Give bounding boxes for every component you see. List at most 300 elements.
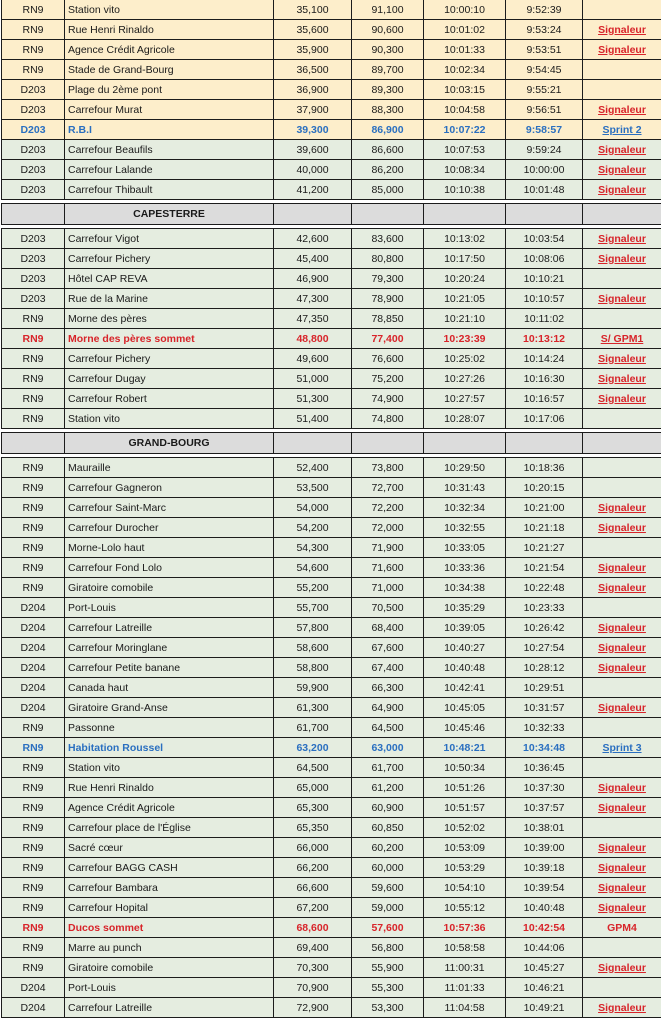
time-slow-cell: 9:55:21 — [506, 80, 583, 100]
km-done-cell: 48,800 — [274, 329, 352, 349]
road-cell: RN9 — [2, 958, 65, 978]
section-header-row — [2, 204, 661, 225]
place-cell: Giratoire Grand-Anse — [65, 698, 274, 718]
place-cell: Agence Crédit Agricole — [65, 40, 274, 60]
note-cell — [583, 409, 661, 429]
road-cell: D204 — [2, 618, 65, 638]
km-done-cell: 59,900 — [274, 678, 352, 698]
km-done-cell: 66,200 — [274, 858, 352, 878]
table-row — [2, 309, 661, 329]
section-title: CAPESTERRE — [65, 204, 274, 225]
time-slow-cell: 10:13:12 — [506, 329, 583, 349]
table-row — [2, 289, 661, 309]
note-cell: Signaleur — [583, 798, 661, 818]
road-cell: RN9 — [2, 389, 65, 409]
time-slow-cell: 10:39:54 — [506, 878, 583, 898]
section-empty-cell — [2, 204, 65, 225]
time-slow-cell: 10:23:33 — [506, 598, 583, 618]
road-cell: D203 — [2, 269, 65, 289]
time-slow-cell: 10:34:48 — [506, 738, 583, 758]
time-slow-cell: 10:10:57 — [506, 289, 583, 309]
time-slow-cell: 10:01:48 — [506, 180, 583, 200]
table-row — [2, 458, 661, 478]
place-cell: Carrefour Fond Lolo — [65, 558, 274, 578]
place-cell: R.B.I — [65, 120, 274, 140]
km-remaining-cell: 89,300 — [352, 80, 424, 100]
time-slow-cell: 10:40:48 — [506, 898, 583, 918]
road-cell: D203 — [2, 100, 65, 120]
road-cell: RN9 — [2, 778, 65, 798]
table-row — [2, 678, 661, 698]
km-remaining-cell: 80,800 — [352, 249, 424, 269]
time-slow-cell: 10:44:06 — [506, 938, 583, 958]
note-cell: Signaleur — [583, 658, 661, 678]
km-remaining-cell: 77,400 — [352, 329, 424, 349]
place-cell: Carrefour Dugay — [65, 369, 274, 389]
km-remaining-cell: 72,700 — [352, 478, 424, 498]
km-remaining-cell: 68,400 — [352, 618, 424, 638]
km-remaining-cell: 79,300 — [352, 269, 424, 289]
table-row — [2, 898, 661, 918]
km-remaining-cell: 71,000 — [352, 578, 424, 598]
km-done-cell: 68,600 — [274, 918, 352, 938]
road-cell: RN9 — [2, 498, 65, 518]
road-cell: RN9 — [2, 60, 65, 80]
section-empty-cell — [424, 433, 506, 454]
road-cell: RN9 — [2, 758, 65, 778]
section-empty-cell — [583, 433, 661, 454]
km-done-cell: 72,900 — [274, 998, 352, 1018]
km-done-cell: 70,300 — [274, 958, 352, 978]
table-row — [2, 389, 661, 409]
time-fast-cell: 10:27:57 — [424, 389, 506, 409]
place-cell: Carrefour Bambara — [65, 878, 274, 898]
road-cell: RN9 — [2, 458, 65, 478]
km-remaining-cell: 78,850 — [352, 309, 424, 329]
time-slow-cell: 10:00:00 — [506, 160, 583, 180]
road-cell: RN9 — [2, 858, 65, 878]
time-slow-cell: 10:49:21 — [506, 998, 583, 1018]
note-cell: Signaleur — [583, 638, 661, 658]
time-fast-cell: 10:45:05 — [424, 698, 506, 718]
road-cell: D203 — [2, 140, 65, 160]
km-remaining-cell: 90,600 — [352, 20, 424, 40]
table-row — [2, 120, 661, 140]
place-cell: Carrefour Pichery — [65, 249, 274, 269]
time-fast-cell: 10:17:50 — [424, 249, 506, 269]
time-fast-cell: 10:52:02 — [424, 818, 506, 838]
road-cell: RN9 — [2, 558, 65, 578]
note-cell — [583, 978, 661, 998]
time-fast-cell: 10:04:58 — [424, 100, 506, 120]
km-remaining-cell: 73,800 — [352, 458, 424, 478]
note-cell: Signaleur — [583, 698, 661, 718]
km-remaining-cell: 91,100 — [352, 0, 424, 20]
km-done-cell: 67,200 — [274, 898, 352, 918]
km-done-cell: 70,900 — [274, 978, 352, 998]
time-fast-cell: 10:33:36 — [424, 558, 506, 578]
km-done-cell: 51,400 — [274, 409, 352, 429]
road-cell: D203 — [2, 80, 65, 100]
place-cell: Carrefour BAGG CASH — [65, 858, 274, 878]
note-cell: Signaleur — [583, 618, 661, 638]
note-cell: Sprint 3 — [583, 738, 661, 758]
road-cell: D203 — [2, 160, 65, 180]
km-remaining-cell: 61,200 — [352, 778, 424, 798]
km-remaining-cell: 55,900 — [352, 958, 424, 978]
time-fast-cell: 10:27:26 — [424, 369, 506, 389]
note-cell: Signaleur — [583, 389, 661, 409]
note-cell: Signaleur — [583, 498, 661, 518]
table-row — [2, 160, 661, 180]
place-cell: Carrefour place de l'Église — [65, 818, 274, 838]
place-cell: Carrefour Hopital — [65, 898, 274, 918]
time-slow-cell: 9:52:39 — [506, 0, 583, 20]
road-cell: D203 — [2, 180, 65, 200]
time-fast-cell: 10:07:53 — [424, 140, 506, 160]
time-fast-cell: 10:21:05 — [424, 289, 506, 309]
time-fast-cell: 11:00:31 — [424, 958, 506, 978]
road-cell: D204 — [2, 598, 65, 618]
road-cell: D204 — [2, 678, 65, 698]
km-done-cell: 66,000 — [274, 838, 352, 858]
time-fast-cell: 10:03:15 — [424, 80, 506, 100]
place-cell: Station vito — [65, 758, 274, 778]
km-remaining-cell: 88,300 — [352, 100, 424, 120]
place-cell: Sacré cœur — [65, 838, 274, 858]
table-row — [2, 878, 661, 898]
road-cell: D204 — [2, 698, 65, 718]
km-done-cell: 55,700 — [274, 598, 352, 618]
note-cell — [583, 60, 661, 80]
time-fast-cell: 10:35:29 — [424, 598, 506, 618]
km-done-cell: 49,600 — [274, 349, 352, 369]
km-remaining-cell: 67,400 — [352, 658, 424, 678]
place-cell: Morne des pères — [65, 309, 274, 329]
time-fast-cell: 10:10:38 — [424, 180, 506, 200]
km-done-cell: 40,000 — [274, 160, 352, 180]
road-cell: RN9 — [2, 518, 65, 538]
km-done-cell: 55,200 — [274, 578, 352, 598]
km-remaining-cell: 60,200 — [352, 838, 424, 858]
time-slow-cell: 9:53:24 — [506, 20, 583, 40]
place-cell: Carrefour Latreille — [65, 998, 274, 1018]
time-slow-cell: 10:17:06 — [506, 409, 583, 429]
km-remaining-cell: 89,700 — [352, 60, 424, 80]
time-slow-cell: 10:26:42 — [506, 618, 583, 638]
time-slow-cell: 10:39:18 — [506, 858, 583, 878]
road-cell: D204 — [2, 998, 65, 1018]
section-empty-cell — [583, 204, 661, 225]
note-cell: Signaleur — [583, 778, 661, 798]
place-cell: Ducos sommet — [65, 918, 274, 938]
place-cell: Carrefour Pichery — [65, 349, 274, 369]
road-cell: RN9 — [2, 369, 65, 389]
place-cell: Canada haut — [65, 678, 274, 698]
note-cell: Signaleur — [583, 898, 661, 918]
place-cell: Passonne — [65, 718, 274, 738]
km-done-cell: 63,200 — [274, 738, 352, 758]
km-done-cell: 69,400 — [274, 938, 352, 958]
note-cell — [583, 80, 661, 100]
km-done-cell: 46,900 — [274, 269, 352, 289]
note-cell — [583, 678, 661, 698]
time-fast-cell: 10:25:02 — [424, 349, 506, 369]
km-done-cell: 47,350 — [274, 309, 352, 329]
note-cell: Sprint 2 — [583, 120, 661, 140]
km-done-cell: 64,500 — [274, 758, 352, 778]
km-done-cell: 54,300 — [274, 538, 352, 558]
km-done-cell: 35,100 — [274, 0, 352, 20]
note-cell — [583, 478, 661, 498]
road-cell: RN9 — [2, 898, 65, 918]
road-cell: D204 — [2, 638, 65, 658]
time-slow-cell: 10:16:57 — [506, 389, 583, 409]
km-done-cell: 51,000 — [274, 369, 352, 389]
time-fast-cell: 10:13:02 — [424, 229, 506, 249]
km-remaining-cell: 60,850 — [352, 818, 424, 838]
km-done-cell: 42,600 — [274, 229, 352, 249]
km-remaining-cell: 70,500 — [352, 598, 424, 618]
time-slow-cell: 9:54:45 — [506, 60, 583, 80]
place-cell: Rue Henri Rinaldo — [65, 20, 274, 40]
time-fast-cell: 10:48:21 — [424, 738, 506, 758]
note-cell — [583, 758, 661, 778]
note-cell — [583, 269, 661, 289]
km-remaining-cell: 55,300 — [352, 978, 424, 998]
time-fast-cell: 10:33:05 — [424, 538, 506, 558]
note-cell: Signaleur — [583, 180, 661, 200]
km-done-cell: 35,900 — [274, 40, 352, 60]
note-cell — [583, 538, 661, 558]
road-cell: RN9 — [2, 838, 65, 858]
table-row — [2, 798, 661, 818]
time-fast-cell: 10:39:05 — [424, 618, 506, 638]
km-remaining-cell: 85,000 — [352, 180, 424, 200]
note-cell: Signaleur — [583, 100, 661, 120]
time-fast-cell: 10:58:58 — [424, 938, 506, 958]
time-slow-cell: 10:28:12 — [506, 658, 583, 678]
place-cell: Agence Crédit Agricole — [65, 798, 274, 818]
place-cell: Carrefour Murat — [65, 100, 274, 120]
table-row — [2, 100, 661, 120]
time-slow-cell: 9:58:57 — [506, 120, 583, 140]
road-cell: RN9 — [2, 349, 65, 369]
time-fast-cell: 10:51:26 — [424, 778, 506, 798]
km-done-cell: 65,350 — [274, 818, 352, 838]
time-slow-cell: 9:59:24 — [506, 140, 583, 160]
road-cell: D203 — [2, 229, 65, 249]
time-slow-cell: 10:11:02 — [506, 309, 583, 329]
km-done-cell: 45,400 — [274, 249, 352, 269]
time-fast-cell: 10:20:24 — [424, 269, 506, 289]
place-cell: Rue de la Marine — [65, 289, 274, 309]
km-done-cell: 65,300 — [274, 798, 352, 818]
km-remaining-cell: 71,600 — [352, 558, 424, 578]
km-remaining-cell: 53,300 — [352, 998, 424, 1018]
place-cell: Giratoire comobile — [65, 958, 274, 978]
place-cell: Carrefour Latreille — [65, 618, 274, 638]
road-cell: RN9 — [2, 718, 65, 738]
time-slow-cell: 10:20:15 — [506, 478, 583, 498]
place-cell: Port-Louis — [65, 598, 274, 618]
km-done-cell: 36,500 — [274, 60, 352, 80]
time-slow-cell: 10:22:48 — [506, 578, 583, 598]
note-cell: Signaleur — [583, 958, 661, 978]
time-fast-cell: 10:54:10 — [424, 878, 506, 898]
table-row — [2, 918, 661, 938]
time-fast-cell: 10:32:55 — [424, 518, 506, 538]
place-cell: Hôtel CAP REVA — [65, 269, 274, 289]
note-cell: Signaleur — [583, 369, 661, 389]
km-done-cell: 47,300 — [274, 289, 352, 309]
section-empty-cell — [506, 433, 583, 454]
time-fast-cell: 10:45:46 — [424, 718, 506, 738]
note-cell — [583, 458, 661, 478]
place-cell: Carrefour Robert — [65, 389, 274, 409]
note-cell: Signaleur — [583, 249, 661, 269]
road-cell: D203 — [2, 289, 65, 309]
time-fast-cell: 10:42:41 — [424, 678, 506, 698]
time-slow-cell: 10:46:21 — [506, 978, 583, 998]
place-cell: Habitation Roussel — [65, 738, 274, 758]
km-done-cell: 57,800 — [274, 618, 352, 638]
section-empty-cell — [352, 433, 424, 454]
time-fast-cell: 10:53:29 — [424, 858, 506, 878]
km-remaining-cell: 75,200 — [352, 369, 424, 389]
time-slow-cell: 10:42:54 — [506, 918, 583, 938]
road-cell: RN9 — [2, 578, 65, 598]
time-slow-cell: 10:08:06 — [506, 249, 583, 269]
road-cell: RN9 — [2, 918, 65, 938]
time-slow-cell: 10:37:57 — [506, 798, 583, 818]
note-cell: Signaleur — [583, 998, 661, 1018]
km-done-cell: 61,700 — [274, 718, 352, 738]
place-cell: Carrefour Moringlane — [65, 638, 274, 658]
table-row — [2, 80, 661, 100]
km-done-cell: 35,600 — [274, 20, 352, 40]
table-row — [2, 329, 661, 349]
km-done-cell: 39,300 — [274, 120, 352, 140]
km-remaining-cell: 59,000 — [352, 898, 424, 918]
section-header-row — [2, 433, 661, 454]
km-done-cell: 61,300 — [274, 698, 352, 718]
road-cell: RN9 — [2, 798, 65, 818]
time-slow-cell: 10:21:18 — [506, 518, 583, 538]
table-row — [2, 180, 661, 200]
km-done-cell: 66,600 — [274, 878, 352, 898]
place-cell: Mauraille — [65, 458, 274, 478]
note-cell — [583, 0, 661, 20]
note-cell: Signaleur — [583, 40, 661, 60]
table-row — [2, 538, 661, 558]
time-fast-cell: 10:01:02 — [424, 20, 506, 40]
km-done-cell: 54,000 — [274, 498, 352, 518]
note-cell: Signaleur — [583, 229, 661, 249]
section-title: GRAND-BOURG — [65, 433, 274, 454]
time-fast-cell: 10:57:36 — [424, 918, 506, 938]
road-cell: RN9 — [2, 0, 65, 20]
time-fast-cell: 10:55:12 — [424, 898, 506, 918]
note-cell: Signaleur — [583, 578, 661, 598]
km-done-cell: 65,000 — [274, 778, 352, 798]
time-fast-cell: 10:40:27 — [424, 638, 506, 658]
time-fast-cell: 10:23:39 — [424, 329, 506, 349]
table-row — [2, 978, 661, 998]
time-fast-cell: 10:53:09 — [424, 838, 506, 858]
time-fast-cell: 10:40:48 — [424, 658, 506, 678]
road-cell: RN9 — [2, 538, 65, 558]
km-remaining-cell: 56,800 — [352, 938, 424, 958]
table-row — [2, 638, 661, 658]
road-cell: RN9 — [2, 40, 65, 60]
km-remaining-cell: 66,300 — [352, 678, 424, 698]
table-row — [2, 20, 661, 40]
time-fast-cell: 10:31:43 — [424, 478, 506, 498]
note-cell: Signaleur — [583, 20, 661, 40]
time-slow-cell: 10:21:00 — [506, 498, 583, 518]
time-slow-cell: 10:29:51 — [506, 678, 583, 698]
road-cell: RN9 — [2, 409, 65, 429]
km-remaining-cell: 83,600 — [352, 229, 424, 249]
time-slow-cell: 10:14:24 — [506, 349, 583, 369]
note-cell: S/ GPM1 — [583, 329, 661, 349]
km-remaining-cell: 78,900 — [352, 289, 424, 309]
time-slow-cell: 10:16:30 — [506, 369, 583, 389]
place-cell: Carrefour Vigot — [65, 229, 274, 249]
road-cell: RN9 — [2, 309, 65, 329]
place-cell: Stade de Grand-Bourg — [65, 60, 274, 80]
time-slow-cell: 10:18:36 — [506, 458, 583, 478]
road-cell: RN9 — [2, 818, 65, 838]
time-fast-cell: 11:04:58 — [424, 998, 506, 1018]
road-cell: RN9 — [2, 738, 65, 758]
table-row — [2, 478, 661, 498]
time-fast-cell: 10:28:07 — [424, 409, 506, 429]
note-cell: Signaleur — [583, 289, 661, 309]
table-row — [2, 818, 661, 838]
place-cell: Carrefour Lalande — [65, 160, 274, 180]
table-row — [2, 578, 661, 598]
time-slow-cell: 10:21:54 — [506, 558, 583, 578]
km-done-cell: 41,200 — [274, 180, 352, 200]
table-row — [2, 618, 661, 638]
time-slow-cell: 10:27:54 — [506, 638, 583, 658]
table-row — [2, 269, 661, 289]
table-row — [2, 958, 661, 978]
itinerary-body — [2, 0, 661, 1018]
time-fast-cell: 10:01:33 — [424, 40, 506, 60]
place-cell: Station vito — [65, 409, 274, 429]
time-slow-cell: 10:45:27 — [506, 958, 583, 978]
table-row — [2, 140, 661, 160]
km-remaining-cell: 74,900 — [352, 389, 424, 409]
section-empty-cell — [274, 433, 352, 454]
section-empty-cell — [506, 204, 583, 225]
time-slow-cell: 10:32:33 — [506, 718, 583, 738]
place-cell: Carrefour Durocher — [65, 518, 274, 538]
road-cell: D204 — [2, 978, 65, 998]
table-row — [2, 758, 661, 778]
time-fast-cell: 10:51:57 — [424, 798, 506, 818]
table-row — [2, 858, 661, 878]
note-cell — [583, 718, 661, 738]
time-fast-cell: 10:50:34 — [424, 758, 506, 778]
time-fast-cell: 10:07:22 — [424, 120, 506, 140]
note-cell: Signaleur — [583, 838, 661, 858]
road-cell: D203 — [2, 120, 65, 140]
place-cell: Rue Henri Rinaldo — [65, 778, 274, 798]
